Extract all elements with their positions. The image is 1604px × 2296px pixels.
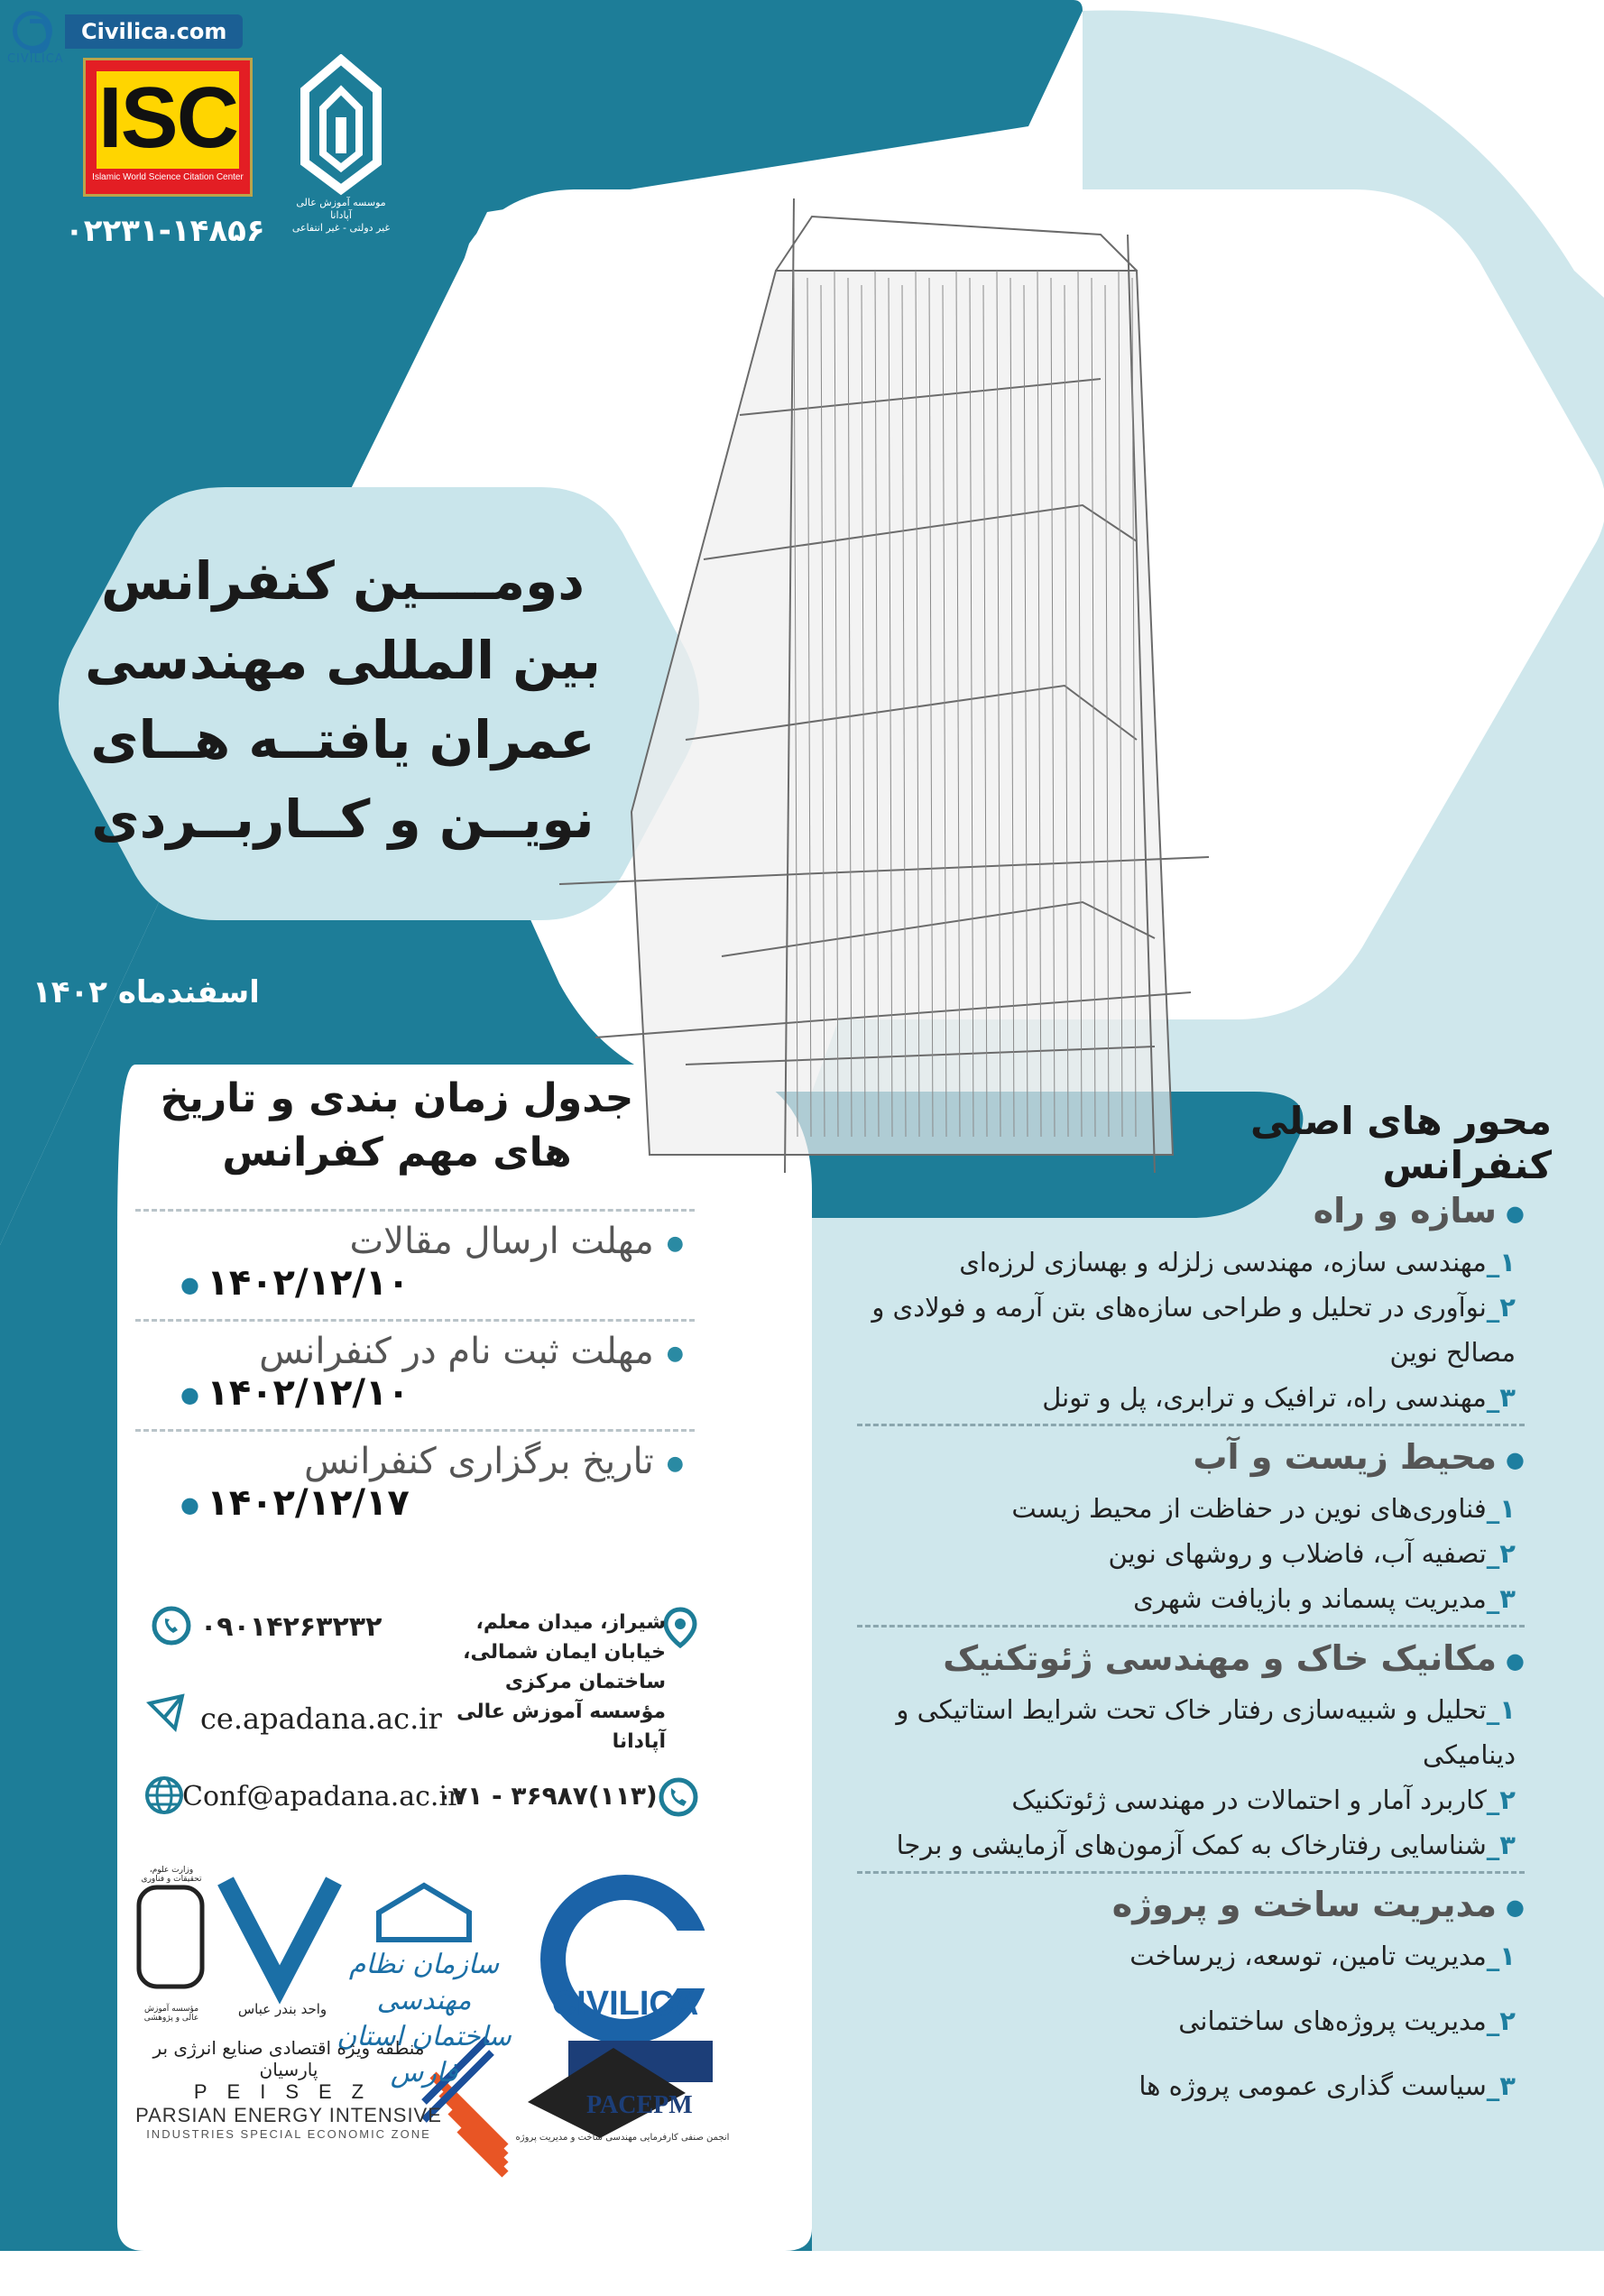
- schedule-date: ● ۱۴۰۲/۱۲/۱۰: [135, 1372, 695, 1414]
- peisez-acronym: PEISEZ: [193, 2080, 384, 2103]
- topic-item: ۳_شناسایی رفتارخاک به کمک آزمون‌های آزمایشی و برجا: [896, 1830, 1516, 1860]
- apadana-logo-icon: [287, 54, 395, 217]
- website-link[interactable]: ce.apadana.ac.ir: [200, 1701, 442, 1736]
- topic-item: ۱_مهندسی سازه، مهندسی زلزله و بهسازی لرزه‌ای: [959, 1247, 1516, 1277]
- apadana-caption-line1: موسسه آموزش عالی آپادانا: [296, 197, 386, 221]
- nezam-logo-text: سازمان نظام مهندسی ساختمان استان فارس: [336, 1949, 512, 2089]
- email-link[interactable]: Conf@apadana.ac.ir: [182, 1781, 461, 1812]
- peisez-subname: INDUSTRIES SPECIAL ECONOMIC ZONE: [146, 2127, 431, 2141]
- isc-logo-text: ISC: [97, 69, 238, 166]
- phone-icon: [657, 1775, 700, 1819]
- topic-item: ۱_فناوری‌های نوین در حفاظت از محیط زیست: [1011, 1493, 1516, 1524]
- elm-logo-caption-bottom: مؤسسه آموزش عالی و پژوهشی: [143, 2005, 199, 2023]
- watermark-site[interactable]: Civilica.com: [65, 14, 243, 49]
- globe-icon: [143, 1774, 186, 1817]
- schedule-item: [135, 1429, 695, 1539]
- schedule-title: جدول زمان بندی و تاریخ های مهم کفرانس: [160, 1075, 634, 1176]
- civilica-watermark-icon: [13, 11, 52, 51]
- topic-item: ۳_سیاست گذاری عمومی پروژه ها: [1138, 2070, 1516, 2101]
- topic-section: [857, 1871, 1525, 2112]
- peisez-persian: منطقه ویژه اقتصادی صنایع انرژی بر پارسیان: [152, 2037, 425, 2080]
- topic-section: [857, 1625, 1525, 1871]
- schedule-label: ● مهلت ثبت نام در کنفرانس: [135, 1331, 695, 1372]
- topic-section: [857, 1180, 1525, 1424]
- topics-title: محور های اصلی کنفرانس: [1249, 1099, 1552, 1187]
- address: شیراز، میدان معلم، خیابان ایمان شمالی، ساختمان مرکزی مؤسسه آموزش عالی آپادانا: [456, 1611, 666, 1753]
- conference-title: دومــــین کنفرانس بین المللی مهندسی عمران یافتــه هــای نویــن و کــاربــردی: [85, 550, 601, 850]
- topic-item: ۱_تحلیل و شبیه‌سازی رفتار خاک تحت شرایط استاتیکی و دینامیکی: [896, 1694, 1516, 1770]
- schedule-list: [135, 1209, 695, 1539]
- topic-heading: ● سازه و راه: [857, 1191, 1525, 1231]
- isc-logo: [97, 71, 239, 169]
- civilica-ring-gap: [650, 1931, 713, 1988]
- schedule-item: [135, 1209, 695, 1319]
- watermark-mini: CIVILICA: [7, 52, 64, 66]
- topics-list: [857, 1180, 1525, 2112]
- schedule-date: ● ۱۴۰۲/۱۲/۱۰: [135, 1262, 695, 1304]
- peisez-name: PARSIAN ENERGY INTENSIVE: [135, 2104, 442, 2126]
- isc-subtitle: Islamic World Science Citation Center: [92, 172, 244, 182]
- isc-badge: [83, 58, 253, 197]
- apadana-caption: [287, 197, 395, 235]
- topic-section: [857, 1424, 1525, 1625]
- conference-date: اسفندماه ۱۴۰۲: [32, 974, 260, 1010]
- apadana-caption-line2: غیر دولتی - غیر انتفاعی: [291, 222, 391, 234]
- topic-item: ۳_مدیریت پسماند و بازیافت شهری: [1133, 1583, 1516, 1614]
- isc-code: ۰۲۲۳۱-۱۴۸۵۶: [65, 213, 265, 249]
- azad-logo-text: واحد بندر عباس: [237, 2001, 327, 2017]
- pacepm-caption: انجمن صنفی کارفرمایی مهندسی ساخت و مدیریت پروژه: [515, 2133, 730, 2143]
- watermark: [0, 0, 244, 66]
- phone-number[interactable]: ۰۷۱ - ۳۶۹۸۷(۱۱۳): [437, 1781, 658, 1811]
- topic-item: ۲_مدیریت پروژه‌های ساختمانی: [1178, 2006, 1516, 2036]
- mobile-number[interactable]: ۰۹۰۱۴۲۶۳۲۳۲: [200, 1611, 383, 1643]
- topic-heading: ● محیط زیست و آب: [857, 1437, 1525, 1477]
- mail-send-icon: [144, 1691, 188, 1734]
- whatsapp-icon: [150, 1604, 193, 1647]
- civilica-logo-text: CIVILICA: [551, 1985, 699, 2023]
- topic-item: ۲_کاربرد آمار و احتمالات در مهندسی ژئوتکنیک: [1011, 1784, 1516, 1815]
- topic-heading: ● مکانیک خاک و مهندسی ژئوتکنیک: [857, 1638, 1525, 1678]
- elm-logo-caption: وزارت علوم، تحقیقات و فناوری: [141, 1866, 202, 1884]
- schedule-label: ● تاریخ برگزاری کنفرانس: [135, 1441, 695, 1482]
- schedule-item: [135, 1319, 695, 1429]
- topic-heading: ● مدیریت ساخت و پروژه: [857, 1885, 1525, 1924]
- peisez-logo: [135, 2037, 442, 2141]
- topic-item: ۲_نوآوری در تحلیل و طراحی سازه‌های بتن آرمه و فولادی و مصالح نوین: [871, 1292, 1516, 1368]
- topic-item: ۱_مدیریت تامین، توسعه، زیرساخت: [1129, 1941, 1516, 1971]
- topic-item: ۲_تصفیه آب، فاضلاب و روشهای نوین: [1108, 1538, 1516, 1569]
- schedule-label: ● مهلت ارسال مقالات: [135, 1221, 695, 1262]
- topic-item: ۳_مهندسی راه، ترافیک و ترابری، پل و تونل: [1042, 1382, 1516, 1413]
- pacepm-logo-text: PACEPM: [586, 2091, 693, 2119]
- schedule-date: ● ۱۴۰۲/۱۲/۱۷: [135, 1482, 695, 1524]
